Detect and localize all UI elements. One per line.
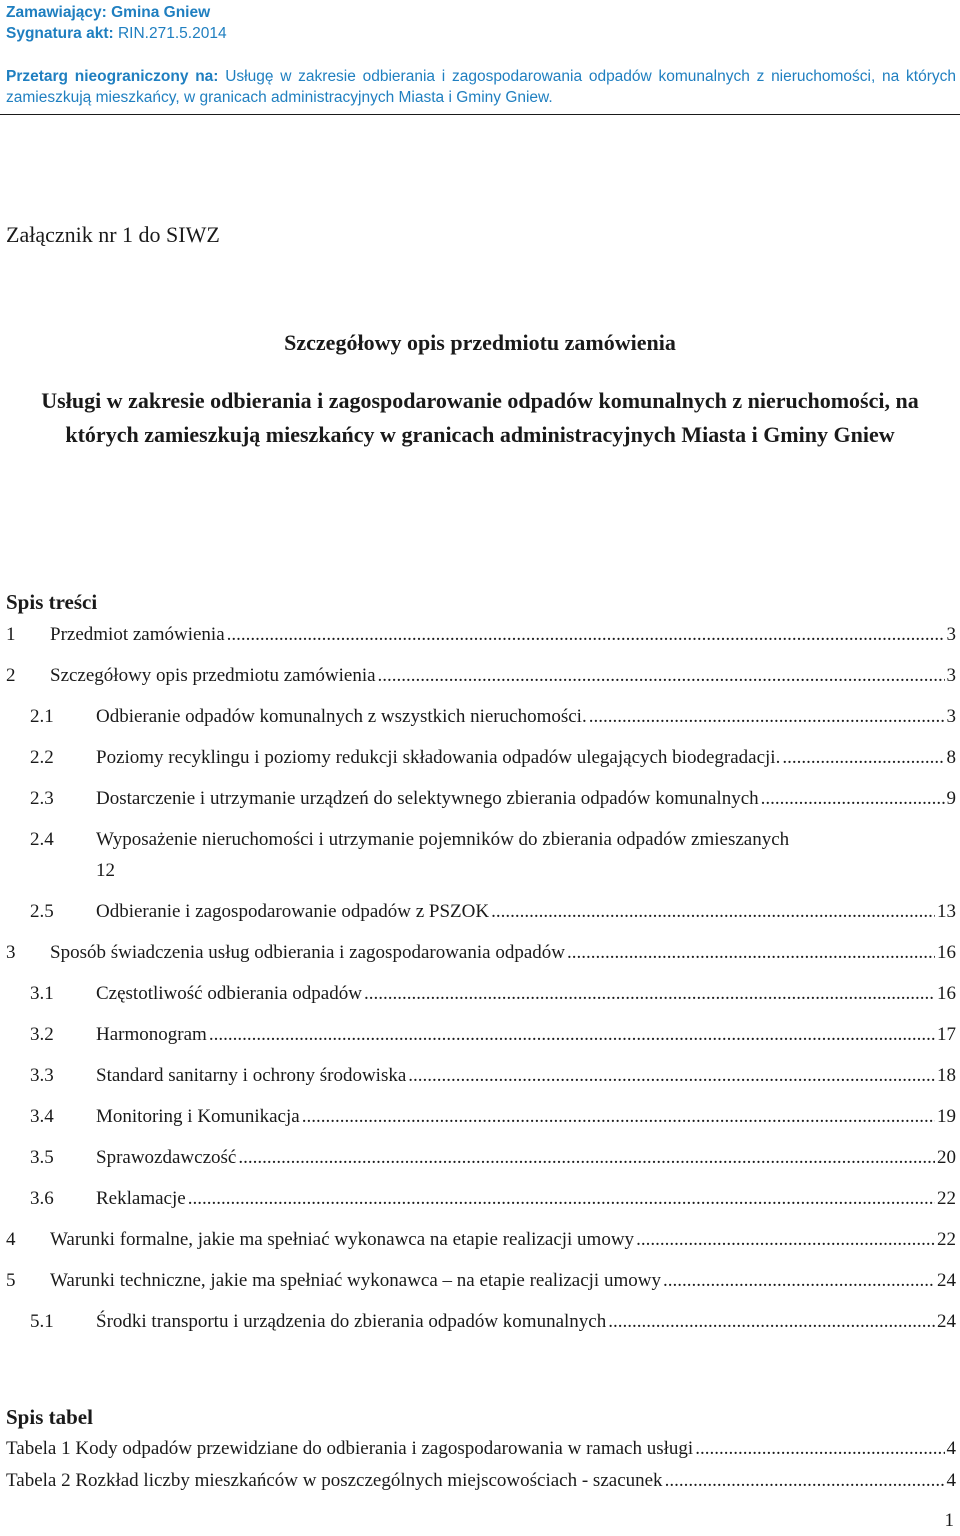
toc-entry[interactable]: [6, 663, 956, 704]
tender-text: Usługę w zakresie odbierania i zagospodarowania odpadów komunalnych z nieruchomości, na których zamieszkują mieszkańcy, w granicach administracyjnych Miasta i Gminy Gniew.: [6, 68, 956, 106]
toc-entry[interactable]: [6, 981, 956, 1022]
toc-entry-page: 19: [937, 1106, 956, 1127]
toc-entry-text: Sposób świadczenia usług odbierania i zagospodarowania odpadów: [50, 942, 565, 963]
toc-entry[interactable]: [6, 1268, 956, 1309]
toc-entry-text: Odbieranie odpadów komunalnych z wszystkich nieruchomości.: [96, 706, 587, 727]
toc-entry-number: 2.5: [30, 901, 54, 922]
toc-leader: [608, 1309, 935, 1335]
header-case-number: [6, 23, 956, 44]
case-number-value: RIN.271.5.2014: [117, 25, 227, 42]
toc-entry-text: Odbieranie i zagospodarowanie odpadów z PSZOK: [96, 901, 490, 922]
toc-entry-text: Harmonogram: [96, 1024, 207, 1045]
toc-leader: [782, 745, 944, 771]
tender-label: Przetarg nieograniczony na:: [6, 68, 219, 85]
toc-entry[interactable]: [6, 1104, 956, 1145]
toc-entry[interactable]: [6, 1186, 956, 1227]
section-title: Szczegółowy opis przedmiotu zamówienia: [284, 330, 676, 355]
toc-entry-page: 8: [946, 747, 956, 768]
toc-entry[interactable]: [6, 704, 956, 745]
toc-entry-number: 3.3: [30, 1065, 54, 1086]
table-of-contents: [6, 622, 956, 1350]
header-orderer: [6, 2, 956, 23]
toc-entry-number: 1: [6, 624, 16, 645]
toc-leader: [188, 1186, 935, 1212]
toc-entry[interactable]: [6, 1309, 956, 1350]
toc-entry-number: 3.4: [30, 1106, 54, 1127]
toc-entry[interactable]: [6, 899, 956, 940]
toc-entry-text: Standard sanitarny i ochrony środowiska: [96, 1065, 407, 1086]
toc-entry-number: 3: [6, 942, 16, 963]
toc-leader: [761, 786, 945, 812]
toc-leader: [636, 1227, 935, 1253]
toc-leader: [364, 981, 935, 1007]
toc-entry-number: 2.1: [30, 706, 54, 727]
toc-entry-page: 18: [937, 1065, 956, 1086]
list-of-tables: [6, 1436, 956, 1500]
toc-entry-number: 4: [6, 1229, 16, 1250]
subject-title: Usługi w zakresie odbierania i zagospodarowanie odpadów komunalnych z nieruchomości, na których zamieszkują mieszkańcy w granicach administracyjnych Miasta i Gminy Gniew: [41, 388, 919, 447]
toc-entry-number: 3.2: [30, 1024, 54, 1045]
table-leader: [695, 1436, 944, 1462]
toc-leader: [589, 704, 945, 730]
toc-entry-text: Środki transportu i urządzenia do zbierania odpadów komunalnych: [96, 1311, 607, 1332]
tables-heading: Spis tabel: [6, 1405, 93, 1429]
toc-entry-text: Warunki formalne, jakie ma spełniać wykonawca na etapie realizacji umowy: [50, 1229, 635, 1250]
toc-leader: [567, 940, 935, 966]
case-number-label: Sygnatura akt:: [6, 25, 114, 42]
toc-entry-page: 24: [937, 1311, 956, 1332]
toc-entry-page: 24: [937, 1270, 956, 1291]
table-entry-page: 4: [946, 1470, 956, 1491]
toc-entry-text: Przedmiot zamówienia: [50, 624, 225, 645]
toc-entry-page: 12: [96, 860, 115, 881]
toc-leader: [227, 622, 945, 648]
toc-entry-number: 2.3: [30, 788, 54, 809]
toc-entry-text: Poziomy recyklingu i poziomy redukcji składowania odpadów ulegających biodegradacji.: [96, 747, 781, 768]
toc-entry-page: 13: [937, 901, 956, 922]
toc-entry[interactable]: [6, 1063, 956, 1104]
toc-leader: [491, 899, 935, 925]
toc-entry-text: Monitoring i Komunikacja: [96, 1106, 300, 1127]
toc-entry[interactable]: [6, 1227, 956, 1268]
table-entry-page: 4: [946, 1438, 956, 1459]
header-tender: [6, 66, 956, 108]
toc-entry-text: Sprawozdawczość: [96, 1147, 237, 1168]
toc-leader: [302, 1104, 935, 1130]
toc-entry-page: 3: [946, 624, 956, 645]
toc-entry-number: 5: [6, 1270, 16, 1291]
toc-entry-page: 3: [946, 706, 956, 727]
page-number: 1: [944, 1510, 954, 1531]
toc-leader: [378, 663, 945, 689]
toc-entry-text: Dostarczenie i utrzymanie urządzeń do selektywnego zbierania odpadów komunalnych: [96, 788, 759, 809]
toc-entry[interactable]: [6, 786, 956, 827]
toc-entry-page: 22: [937, 1188, 956, 1209]
toc-entry-number: 2.4: [30, 829, 54, 850]
toc-entry-number: 5.1: [30, 1311, 54, 1332]
toc-leader: [408, 1063, 935, 1089]
toc-entry-text: Częstotliwość odbierania odpadów: [96, 983, 362, 1004]
toc-entry-page: 3: [946, 665, 956, 686]
toc-entry-number: 2: [6, 665, 16, 686]
toc-entry[interactable]: [6, 827, 956, 899]
toc-entry-page: 22: [937, 1229, 956, 1250]
toc-entry[interactable]: [6, 622, 956, 663]
attachment-title: Załącznik nr 1 do SIWZ: [6, 222, 220, 247]
toc-entry-page: 9: [946, 788, 956, 809]
toc-heading: Spis treści: [6, 590, 98, 614]
orderer-label: Zamawiający: Gmina Gniew: [6, 4, 211, 21]
toc-entry-page: 16: [937, 942, 956, 963]
table-entry[interactable]: [6, 1468, 956, 1500]
table-leader: [665, 1468, 945, 1494]
toc-entry-text: Wyposażenie nieruchomości i utrzymanie pojemników do zbierania odpadów zmieszanych: [96, 829, 790, 850]
table-entry-text: Tabela 2 Rozkład liczby mieszkańców w poszczególnych miejscowościach - szacunek: [6, 1470, 663, 1491]
toc-leader: [663, 1268, 935, 1294]
header-divider: [0, 114, 960, 115]
toc-entry-page: 20: [937, 1147, 956, 1168]
toc-leader: [209, 1022, 935, 1048]
toc-entry-text: Szczegółowy opis przedmiotu zamówienia: [50, 665, 376, 686]
toc-entry-number: 2.2: [30, 747, 54, 768]
toc-entry-page: 16: [937, 983, 956, 1004]
toc-entry-number: 3.1: [30, 983, 54, 1004]
table-entry[interactable]: [6, 1436, 956, 1468]
toc-entry-text: Warunki techniczne, jakie ma spełniać wykonawca – na etapie realizacji umowy: [50, 1270, 661, 1291]
toc-entry[interactable]: [6, 745, 956, 786]
toc-entry-number: 3.6: [30, 1188, 54, 1209]
toc-entry[interactable]: [6, 940, 956, 981]
toc-entry-page: 17: [937, 1024, 956, 1045]
toc-leader: [238, 1145, 935, 1171]
toc-entry[interactable]: [6, 1022, 956, 1063]
toc-entry[interactable]: [6, 1145, 956, 1186]
table-entry-text: Tabela 1 Kody odpadów przewidziane do odbierania i zagospodarowania w ramach usługi: [6, 1438, 694, 1459]
toc-entry-number: 3.5: [30, 1147, 54, 1168]
toc-entry-text: Reklamacje: [96, 1188, 186, 1209]
